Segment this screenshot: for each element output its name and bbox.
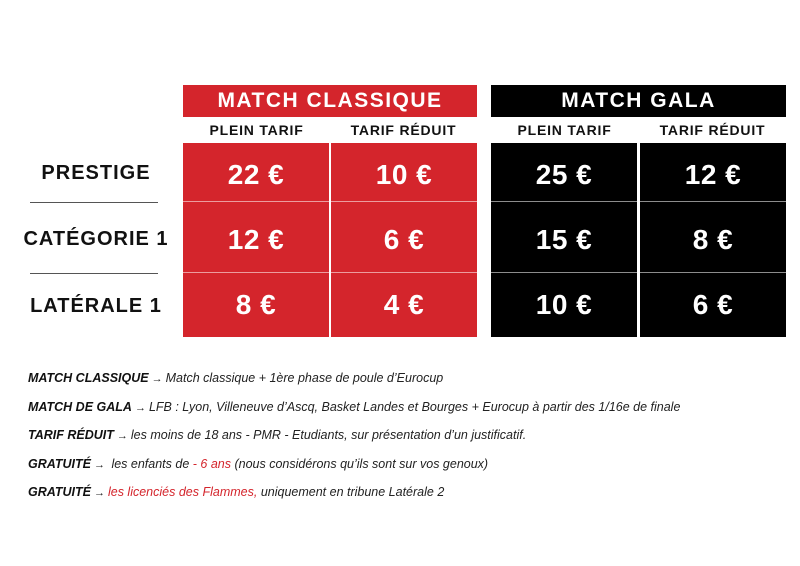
note-text: les moins de 18 ans - PMR - Etudiants, sur présentation d’un justificatif.: [130, 428, 527, 442]
price-cell: 25 €: [535, 159, 593, 190]
price-cell: 8 €: [235, 289, 277, 320]
note-gratuite-enfants: [28, 457, 488, 471]
price-cell: 15 €: [535, 224, 593, 255]
arrow-right-icon: →: [93, 487, 105, 499]
price-cell: 8 €: [692, 224, 734, 255]
price-cell: 10 €: [375, 159, 433, 190]
row-label-categorie-1: CATÉGORIE 1: [23, 228, 169, 250]
arrow-right-icon: →: [93, 459, 105, 471]
classique-plein-tarif-label: PLEIN TARIF: [209, 122, 304, 138]
classique-plein-column: [183, 143, 329, 337]
row-divider: [30, 202, 158, 203]
row-divider: [30, 273, 158, 274]
arrow-right-icon: →: [151, 373, 163, 385]
note-tarif-reduit: [28, 428, 526, 442]
cell-divider: [331, 201, 477, 202]
note-highlight: les licenciés des Flammes,: [107, 485, 258, 499]
note-gratuite-licencies: [28, 485, 444, 499]
gala-plein-tarif-label: PLEIN TARIF: [517, 122, 612, 138]
note-key: GRATUITÉ: [28, 485, 91, 499]
cell-divider: [640, 201, 786, 202]
price-cell: 22 €: [227, 159, 285, 190]
note-text: (nous considérons qu’ils sont sur vos genoux): [234, 457, 489, 471]
cell-divider: [183, 201, 329, 202]
gala-reduit-column: [640, 143, 786, 337]
price-cell: 10 €: [535, 289, 593, 320]
row-label-prestige: PRESTIGE: [41, 162, 151, 184]
price-cell: 4 €: [383, 289, 425, 320]
note-text: LFB : Lyon, Villeneuve d’Ascq, Basket Landes et Bourges + Eurocup à partir des 1/16e de finale: [148, 400, 681, 414]
match-classique-header: MATCH CLASSIQUE: [183, 85, 477, 117]
arrow-right-icon: →: [134, 402, 146, 414]
note-text: les enfants de: [111, 457, 190, 471]
classique-reduit-column: [331, 143, 477, 337]
note-match-gala: [28, 400, 680, 414]
row-label-laterale-1: LATÉRALE 1: [30, 295, 162, 317]
note-highlight: - 6 ans: [192, 457, 231, 471]
cell-divider: [491, 201, 637, 202]
classique-tarif-reduit-label: TARIF RÉDUIT: [350, 122, 457, 138]
arrow-right-icon: →: [116, 430, 128, 442]
price-cell: 12 €: [684, 159, 742, 190]
note-text: uniquement en tribune Latérale 2: [260, 485, 445, 499]
match-gala-header: MATCH GALA: [491, 85, 786, 117]
note-key: GRATUITÉ: [28, 457, 91, 471]
note-match-classique: [28, 371, 443, 385]
gala-plein-column: [491, 143, 637, 337]
note-key: MATCH CLASSIQUE: [28, 371, 149, 385]
gala-tarif-reduit-label: TARIF RÉDUIT: [659, 122, 766, 138]
price-cell: 12 €: [227, 224, 285, 255]
price-cell: 6 €: [383, 224, 425, 255]
note-text: Match classique + 1ère phase de poule d’Eurocup: [165, 371, 444, 385]
note-key: MATCH DE GALA: [28, 400, 132, 414]
note-key: TARIF RÉDUIT: [28, 428, 114, 442]
price-cell: 6 €: [692, 289, 734, 320]
